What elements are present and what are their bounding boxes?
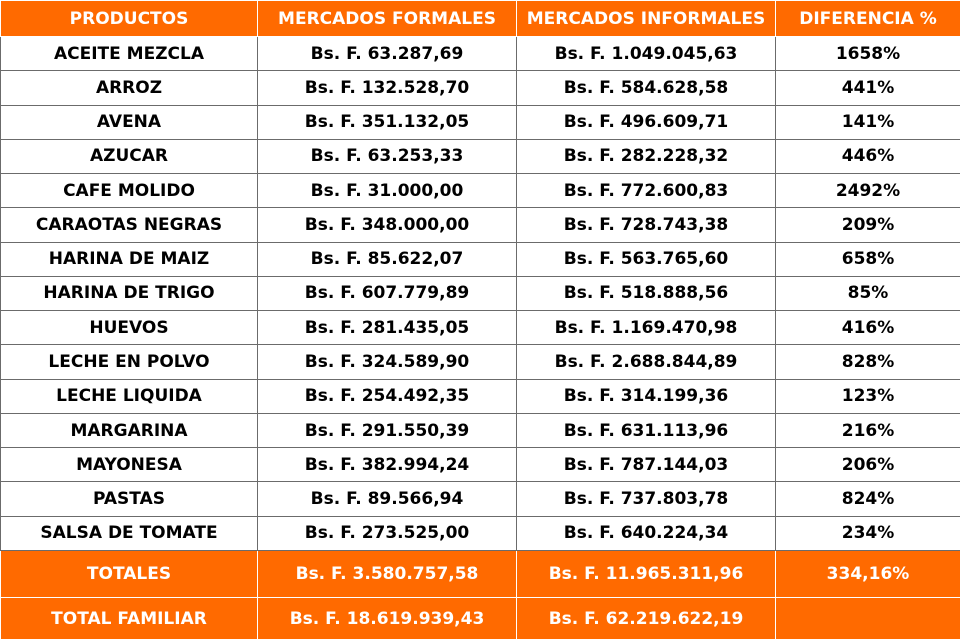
informal-price: Bs. F. 1.169.470,98 [517,311,776,345]
table-row [1,174,960,208]
informal-price: Bs. F. 772.600,83 [517,174,776,208]
family-total-difference [776,598,960,640]
informal-price: Bs. F. 2.688.844,89 [517,345,776,379]
difference-percent: 658% [776,242,960,276]
formal-price: Bs. F. 31.000,00 [258,174,517,208]
product-name: HARINA DE MAIZ [1,242,258,276]
formal-price: Bs. F. 324.589,90 [258,345,517,379]
product-name: ARROZ [1,71,258,105]
totals-label: TOTALES [1,551,258,598]
informal-price: Bs. F. 787.144,03 [517,448,776,482]
header-diferencia: DIFERENCIA % [776,1,960,37]
table-row [1,105,960,139]
difference-percent: 2492% [776,174,960,208]
informal-price: Bs. F. 314.199,36 [517,379,776,413]
table-row [1,71,960,105]
product-name: LECHE EN POLVO [1,345,258,379]
table-row [1,311,960,345]
product-name: MARGARINA [1,413,258,447]
table-row [1,242,960,276]
table-row [1,37,960,71]
difference-percent: 416% [776,311,960,345]
formal-price: Bs. F. 607.779,89 [258,276,517,310]
informal-price: Bs. F. 640.224,34 [517,516,776,550]
formal-price: Bs. F. 132.528,70 [258,71,517,105]
product-name: MAYONESA [1,448,258,482]
difference-percent: 441% [776,71,960,105]
product-name: SALSA DE TOMATE [1,516,258,550]
informal-price: Bs. F. 496.609,71 [517,105,776,139]
informal-price: Bs. F. 728.743,38 [517,208,776,242]
family-total-label: TOTAL FAMILIAR [1,598,258,640]
formal-price: Bs. F. 85.622,07 [258,242,517,276]
formal-price: Bs. F. 63.253,33 [258,139,517,173]
family-total-informal: Bs. F. 62.219.622,19 [517,598,776,640]
difference-percent: 446% [776,139,960,173]
formal-price: Bs. F. 382.994,24 [258,448,517,482]
product-name: AZUCAR [1,139,258,173]
table-row [1,448,960,482]
difference-percent: 206% [776,448,960,482]
formal-price: Bs. F. 273.525,00 [258,516,517,550]
informal-price: Bs. F. 631.113,96 [517,413,776,447]
difference-percent: 209% [776,208,960,242]
informal-price: Bs. F. 584.628,58 [517,71,776,105]
product-name: HARINA DE TRIGO [1,276,258,310]
product-name: AVENA [1,105,258,139]
family-total-row [1,598,960,640]
informal-price: Bs. F. 737.803,78 [517,482,776,516]
product-name: CAFE MOLIDO [1,174,258,208]
totals-row [1,551,960,598]
header-mercados-formales: MERCADOS FORMALES [258,1,517,37]
totals-difference: 334,16% [776,551,960,598]
formal-price: Bs. F. 281.435,05 [258,311,517,345]
formal-price: Bs. F. 89.566,94 [258,482,517,516]
difference-percent: 824% [776,482,960,516]
table-row [1,139,960,173]
table-row [1,482,960,516]
header-row [1,1,960,37]
table-row [1,276,960,310]
table-row [1,413,960,447]
informal-price: Bs. F. 1.049.045,63 [517,37,776,71]
informal-price: Bs. F. 282.228,32 [517,139,776,173]
table-row [1,208,960,242]
difference-percent: 216% [776,413,960,447]
product-name: CARAOTAS NEGRAS [1,208,258,242]
informal-price: Bs. F. 518.888,56 [517,276,776,310]
formal-price: Bs. F. 291.550,39 [258,413,517,447]
table-row [1,516,960,550]
difference-percent: 828% [776,345,960,379]
difference-percent: 1658% [776,37,960,71]
formal-price: Bs. F. 351.132,05 [258,105,517,139]
difference-percent: 123% [776,379,960,413]
difference-percent: 234% [776,516,960,550]
product-name: PASTAS [1,482,258,516]
product-name: HUEVOS [1,311,258,345]
formal-price: Bs. F. 63.287,69 [258,37,517,71]
product-name: LECHE LIQUIDA [1,379,258,413]
informal-price: Bs. F. 563.765,60 [517,242,776,276]
table-row [1,379,960,413]
header-mercados-informales: MERCADOS INFORMALES [517,1,776,37]
totals-formal: Bs. F. 3.580.757,58 [258,551,517,598]
formal-price: Bs. F. 254.492,35 [258,379,517,413]
table-body [1,37,960,551]
table-row [1,345,960,379]
totals-informal: Bs. F. 11.965.311,96 [517,551,776,598]
difference-percent: 141% [776,105,960,139]
difference-percent: 85% [776,276,960,310]
formal-price: Bs. F. 348.000,00 [258,208,517,242]
product-name: ACEITE MEZCLA [1,37,258,71]
header-productos: PRODUCTOS [1,1,258,37]
family-total-formal: Bs. F. 18.619.939,43 [258,598,517,640]
